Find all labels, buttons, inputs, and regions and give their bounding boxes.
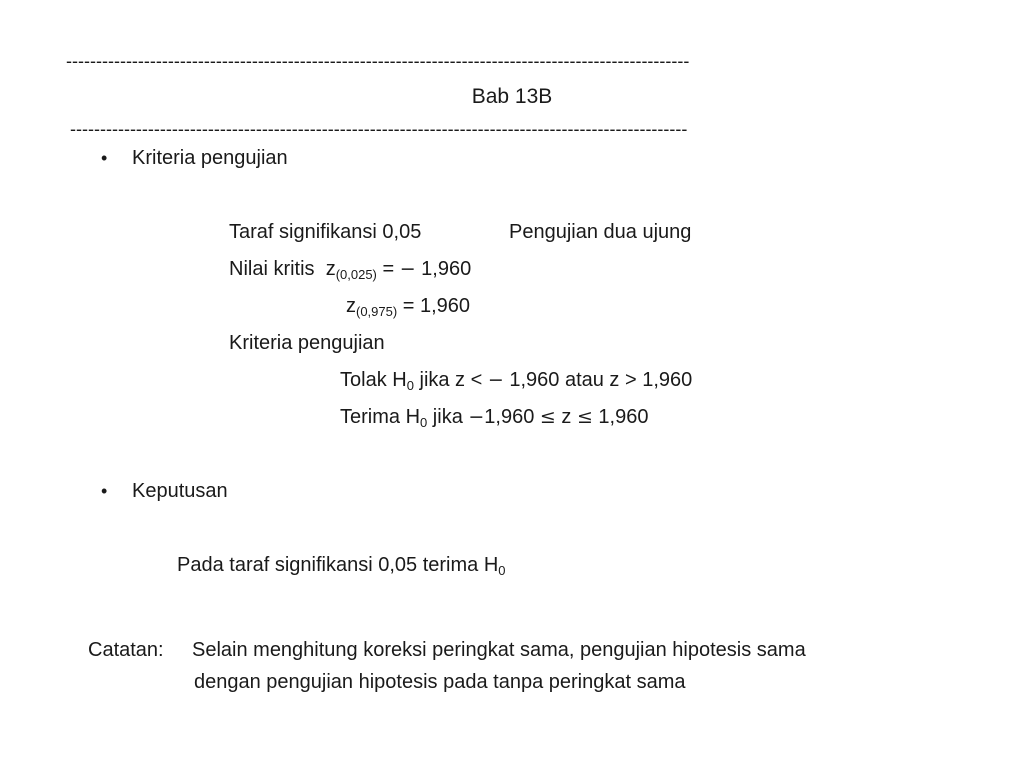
bullet-kriteria <box>101 148 107 168</box>
decision-line <box>177 554 506 578</box>
minus-sign: − <box>487 369 504 391</box>
note-line-1: Selain menghitung koreksi peringkat sama, pengujian hipotesis sama <box>192 639 806 661</box>
less-equal-sign: ≤ <box>539 406 556 428</box>
bottom-dashed-divider: ------------------------------------------------------------------------------------------------------- <box>70 120 688 138</box>
decision-text: Pada taraf signifikansi 0,05 terima H <box>177 554 499 576</box>
keputusan-heading: Keputusan <box>132 480 228 502</box>
note-label: Catatan: <box>88 639 164 661</box>
z2-subscript: (0,975) <box>356 304 398 319</box>
taraf-signifikansi-text: Taraf signifikansi 0,05 <box>229 221 422 243</box>
terima-z: z <box>555 406 577 428</box>
note-line-2: dengan pengujian hipotesis pada tanpa peringkat sama <box>194 671 686 693</box>
tolak-jika: jika z < <box>413 369 488 391</box>
z2-var: z <box>346 295 356 317</box>
z1-var: z <box>325 258 336 280</box>
page-title: Bab 13B <box>471 85 553 108</box>
nilai-kritis-label: Nilai kritis <box>229 258 315 280</box>
minus-sign: − <box>399 258 416 280</box>
kriteria-heading: Kriteria pengujian <box>132 147 288 169</box>
bullet-keputusan <box>101 481 107 501</box>
z1-equals: = <box>376 258 400 280</box>
terima-text: Terima H <box>340 406 421 428</box>
less-equal-sign: ≤ <box>576 406 593 428</box>
terima-subscript: 0 <box>420 415 428 430</box>
nilai-kritis-line <box>229 258 472 282</box>
terima-jika: jika <box>427 406 469 428</box>
z2-value: = 1,960 <box>397 295 471 317</box>
z1-value: 1,960 <box>415 258 472 280</box>
decision-subscript: 0 <box>498 563 506 578</box>
minus-sign: − <box>468 406 485 428</box>
bullet-dot: • <box>101 481 108 501</box>
tolak-line <box>340 369 693 393</box>
terima-value-1: 1,960 <box>484 406 540 428</box>
terima-value-2: 1,960 <box>592 406 649 428</box>
tolak-rest: 1,960 atau z > 1,960 <box>503 369 693 391</box>
kriteria-subheading: Kriteria pengujian <box>229 332 385 354</box>
top-dashed-divider: -------------------------------------------------------------------------------------------------------- <box>66 52 690 70</box>
tolak-subscript: 0 <box>406 378 414 393</box>
bullet-dot: • <box>101 148 108 168</box>
pengujian-dua-ujung-text: Pengujian dua ujung <box>509 221 692 243</box>
z1-subscript: (0,025) <box>335 267 377 282</box>
z2-line <box>346 295 471 319</box>
terima-line <box>340 406 649 430</box>
tolak-text: Tolak H <box>340 369 407 391</box>
